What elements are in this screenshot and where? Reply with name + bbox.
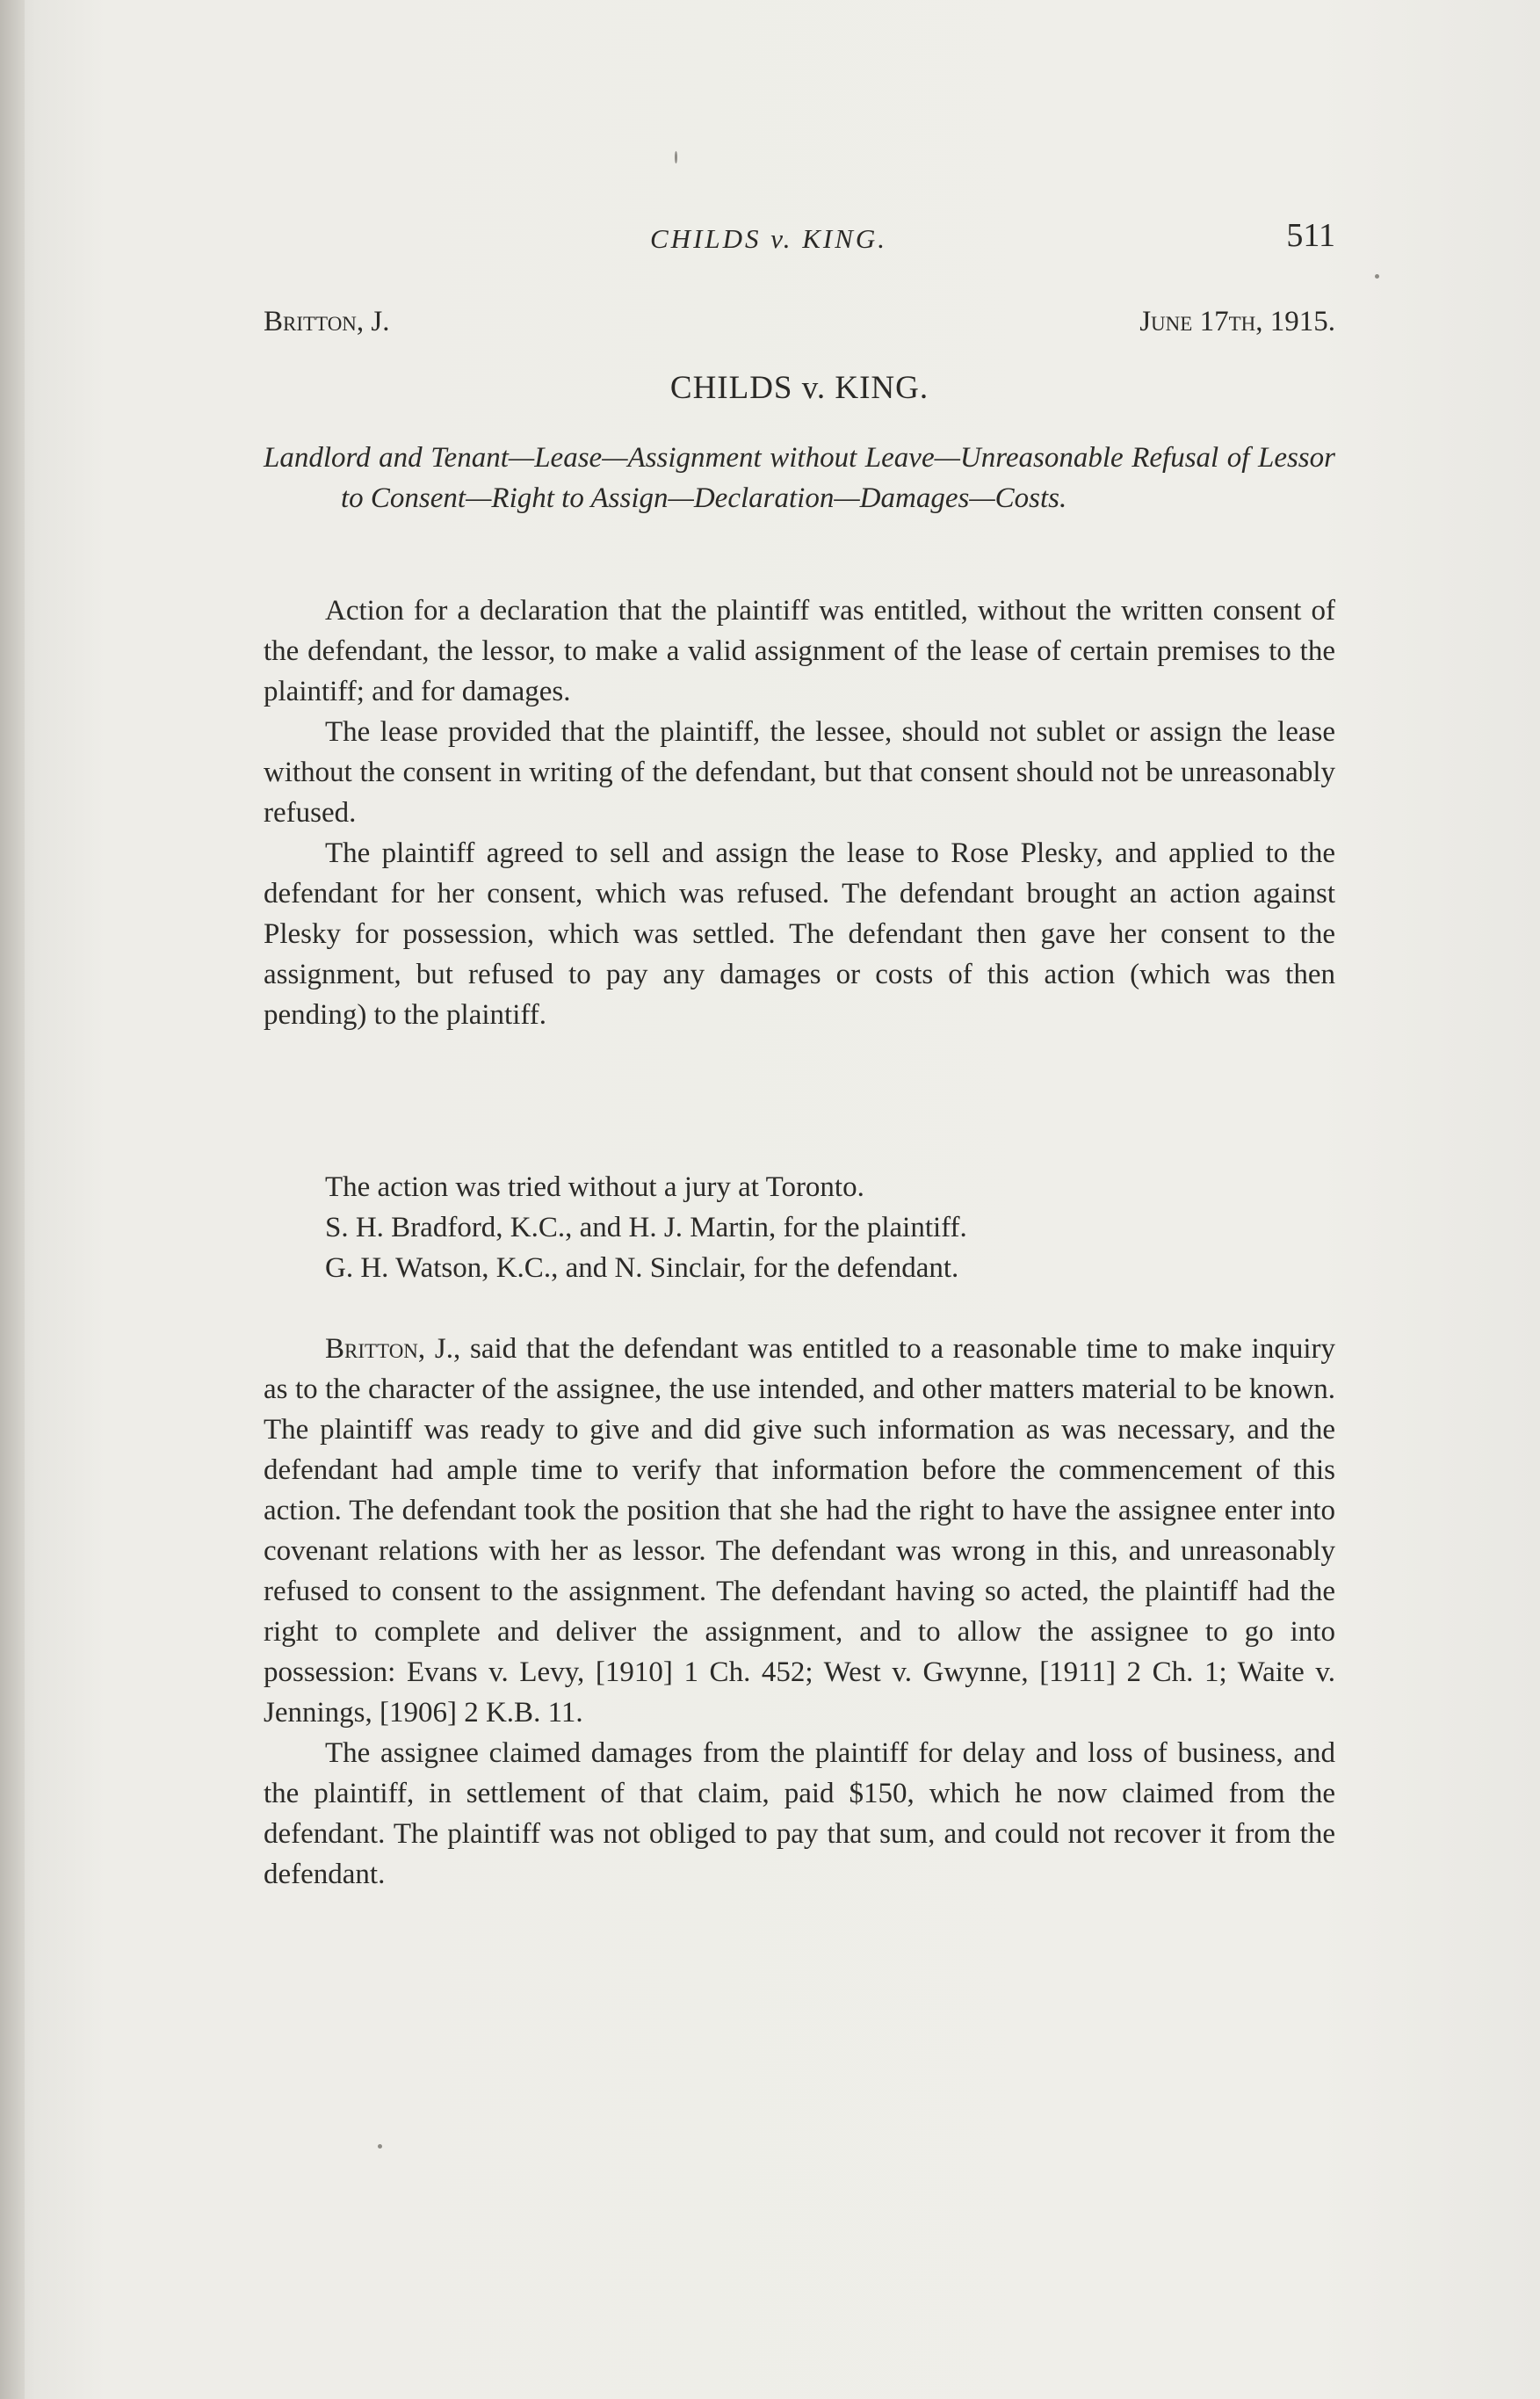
page-number: 511: [1286, 217, 1335, 254]
judgment-text: , said that the defendant was entitled to a reasonable time to make inquiry as to the character of the assignee, the use intended, and other matters material to be known. The plaintiff was ready to give and did give such information as was necessary, and the defendant had ample time to verify that information before the commencement of this action. The defendant took the position that she had the right to have the assignee enter into covenant relations with her as lessor. The defendant was wrong in this, and unreasonably refused to consent to the assignment. The defendant having so acted, the plaintiff had the right to complete and deliver the assignment, and to allow the assignee to go into possession: Evans v. Levy, [1910] 1 Ch. 452; West v. Gwynne, [1911] 2 Ch. 1; Waite v. Jennings, [1906] 2 K.B. 11.: [264, 1333, 1335, 1729]
ink-speck: [378, 2144, 382, 2149]
running-head-title: CHILDS v. KING.: [650, 223, 888, 254]
judge-date-line: [264, 306, 1335, 350]
statement-of-facts: [264, 591, 1335, 1035]
counsel-plaintiff: S. H. Bradford, K.C., and H. J. Martin, for the plaintiff.: [325, 1212, 967, 1243]
trial-line: The action was tried without a jury at Toronto.: [325, 1171, 864, 1203]
ink-speck: [675, 151, 677, 163]
counsel-defendant: G. H. Watson, K.C., and N. Sinclair, for the defendant.: [325, 1252, 959, 1284]
judgment-paragraph: The assignee claimed damages from the plaintiff for delay and loss of business, and the plaintiff, in settlement of that claim, paid $150, which he now claimed from the defendant. The plaintiff was not obliged to pay that sum, and could not recover it from the defendant.: [264, 1737, 1335, 1890]
judge-name: Britton, J.: [264, 306, 390, 337]
case-title: CHILDS v. KING.: [669, 370, 929, 406]
judgment-date: June 17th, 1915.: [1139, 306, 1335, 337]
page-gutter: [0, 0, 25, 2399]
statement-paragraph: The lease provided that the plaintiff, the lessee, should not sublet or assign the lease without the consent in writing of the defendant, but that consent should not be unreasonably refused.: [264, 716, 1335, 829]
judgment-paragraph: [264, 1329, 1335, 1733]
judgment-judge-name: Britton, J.: [325, 1333, 454, 1365]
trial-counsel: [264, 1167, 1335, 1288]
ink-speck: [1375, 274, 1379, 279]
judgment: [264, 1329, 1335, 1895]
headnote: Landlord and Tenant—Lease—Assignment without Leave—Unreasonable Refusal of Lessor to Consent—Right to Assign—Declaration—Damages—Costs.: [264, 442, 1335, 514]
statement-paragraph: Action for a declaration that the plaintiff was entitled, without the written consent of the defendant, the lessor, to make a valid assignment of the lease of certain premises to the plaintiff; and for damages.: [264, 595, 1335, 707]
running-head: [264, 217, 1335, 264]
statement-paragraph: The plaintiff agreed to sell and assign the lease to Rose Plesky, and applied to the defendant for her consent, which was refused. The defendant brought an action against Plesky for possession, which was settled. The defendant then gave her consent to the assignment, but refused to pay any damages or costs of this action (which was then pending) to the plaintiff.: [264, 837, 1335, 1031]
